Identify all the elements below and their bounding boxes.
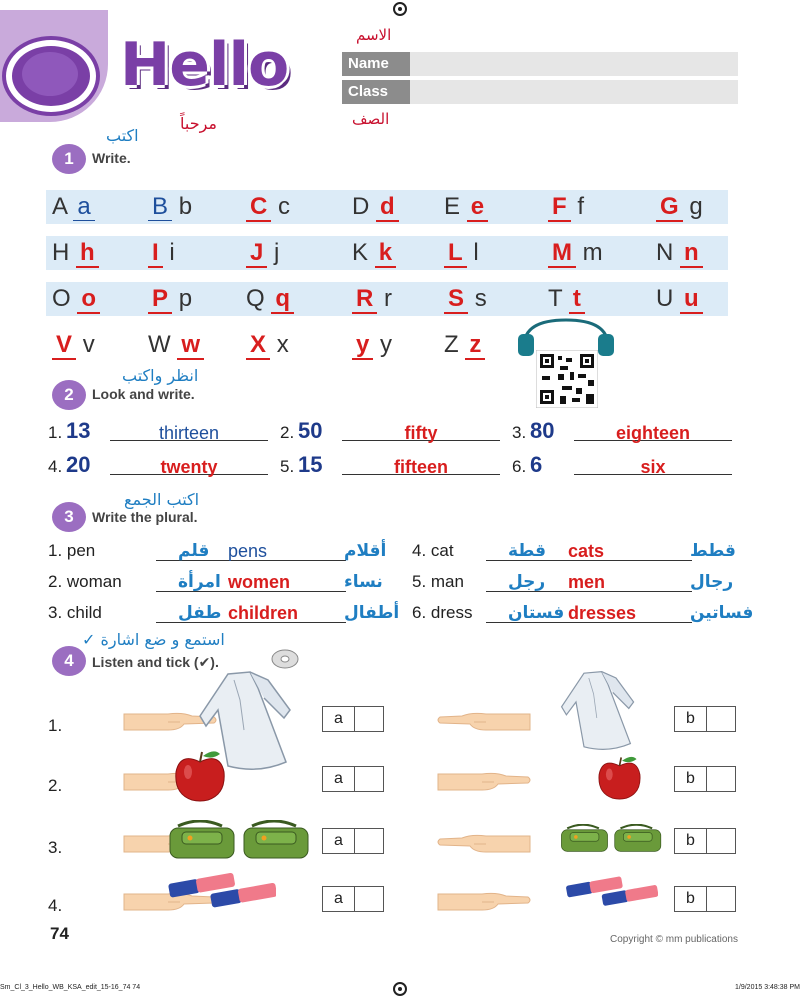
number-figure: 20 [66, 452, 91, 477]
option-letter: a [323, 767, 355, 791]
pointing-hand-icon [436, 704, 532, 741]
letter-pair [246, 190, 344, 224]
lowercase-letter[interactable]: n [680, 239, 703, 268]
lowercase-letter: v [82, 331, 95, 358]
class-label-arabic: الصف [352, 110, 390, 128]
uppercase-letter[interactable]: I [148, 239, 163, 268]
section2-number: 2 [52, 380, 86, 410]
logo-circle-icon [6, 40, 96, 112]
name-label-arabic: الاسم [356, 26, 392, 44]
uppercase-letter: Q [246, 285, 265, 312]
checkbox-area[interactable] [707, 767, 735, 791]
lowercase-letter[interactable]: q [271, 285, 294, 314]
row-index: 1. [48, 716, 63, 735]
plural-word[interactable]: men [568, 572, 606, 592]
section3-title: Write the plural. [92, 509, 198, 525]
letter-pair [548, 190, 646, 224]
uppercase-letter[interactable]: V [52, 331, 76, 360]
name-field[interactable] [410, 52, 738, 76]
letter-pair [656, 236, 754, 270]
item-index: 6. [512, 457, 527, 476]
lowercase-letter: i [169, 239, 175, 266]
section4-number: 4 [52, 646, 86, 676]
lowercase-letter: s [474, 285, 487, 312]
letter-pair [352, 236, 450, 270]
plural-arabic: أقلام [344, 541, 387, 561]
singular-arabic: رجل [508, 572, 546, 592]
name-row [342, 52, 738, 76]
registration-mark-bottom [393, 982, 407, 996]
option-letter: b [675, 707, 707, 731]
option-letter: b [675, 887, 707, 911]
letter-pair [148, 190, 246, 224]
lowercase-letter[interactable]: e [467, 193, 488, 222]
section3-title-arabic: اكتب الجمع [124, 490, 200, 509]
lowercase-letter: r [384, 285, 393, 312]
lowercase-letter: a [73, 193, 94, 221]
letter-pair [52, 328, 150, 362]
listen-row [48, 820, 748, 880]
listen-row [48, 758, 748, 818]
uppercase-letter: Z [444, 331, 459, 358]
number-figure: 50 [298, 418, 323, 443]
uppercase-letter[interactable]: J [246, 239, 267, 268]
letter-pair [656, 282, 754, 316]
class-row [342, 80, 738, 104]
section4-title-arabic: استمع و ضع اشارة ✓ [82, 630, 225, 649]
class-label: Class [342, 80, 410, 104]
lowercase-letter: y [380, 331, 393, 358]
tick-box-b[interactable] [674, 766, 736, 792]
row-index: 2. [48, 776, 63, 795]
uppercase-letter: D [352, 193, 370, 220]
uppercase-letter: A [52, 193, 67, 220]
letter-pair [246, 236, 344, 270]
plural-arabic: نساء [344, 572, 383, 592]
tick-box-b[interactable] [674, 706, 736, 732]
qr-code-icon [536, 350, 598, 408]
section1-title: Write. [92, 150, 131, 166]
checkbox-area[interactable] [707, 887, 735, 911]
item-index: 2. [280, 423, 295, 442]
singular-word: 1. pen [48, 541, 96, 560]
number-figure: 80 [530, 418, 555, 443]
alphabet-row [52, 282, 742, 316]
number-item [512, 452, 740, 482]
singular-arabic: طفل [178, 603, 222, 623]
tick-box-b[interactable] [674, 886, 736, 912]
tick-box-b[interactable] [674, 828, 736, 854]
apple-picture-b [594, 754, 645, 807]
singular-arabic: قطة [508, 541, 547, 561]
plural-arabic: قطط [690, 541, 736, 561]
tick-box-a[interactable] [322, 828, 384, 854]
tick-box-a[interactable] [322, 706, 384, 732]
singular-word: 2. woman [48, 572, 122, 591]
uppercase-letter[interactable]: F [548, 193, 571, 222]
letter-pair [148, 236, 246, 270]
option-letter: a [323, 829, 355, 853]
checkbox-area[interactable] [355, 887, 383, 911]
listen-row [48, 878, 748, 938]
listen-row [48, 698, 748, 758]
pointing-hand-icon [436, 884, 532, 921]
section1-number: 1 [52, 144, 86, 174]
tick-box-a[interactable] [322, 886, 384, 912]
plural-item [48, 536, 388, 566]
singular-arabic: قلم [178, 541, 210, 561]
number-word[interactable]: six [640, 457, 666, 477]
title-arabic: مرحباً [180, 114, 217, 133]
apple-picture-a [170, 748, 230, 809]
class-field[interactable] [410, 80, 738, 104]
letter-pair [52, 282, 150, 316]
uppercase-letter: K [352, 239, 369, 266]
plural-word[interactable]: children [228, 603, 299, 623]
number-item [512, 418, 740, 448]
singular-word: 3. child [48, 603, 102, 622]
letter-pair [52, 190, 150, 224]
letter-pair [148, 328, 246, 362]
checkbox-area[interactable] [355, 707, 383, 731]
lowercase-letter: g [689, 193, 703, 220]
number-word[interactable]: fifteen [394, 457, 448, 477]
plural-item [412, 536, 752, 566]
item-index: 4. [48, 457, 63, 476]
number-item [280, 452, 508, 482]
singular-word: 5. man [412, 572, 464, 591]
lowercase-letter[interactable]: u [680, 285, 703, 314]
singular-word: 4. cat [412, 541, 454, 560]
uppercase-letter: U [656, 285, 674, 312]
erasers-picture-b [564, 874, 658, 913]
dress-picture-b [560, 670, 640, 763]
registration-mark-top [393, 2, 407, 16]
section2-title-arabic: انظر واكتب [122, 366, 199, 385]
checkbox-area[interactable] [355, 829, 383, 853]
number-item [48, 452, 276, 482]
bags-picture-b [560, 824, 668, 861]
option-letter: b [675, 829, 707, 853]
lowercase-letter: m [582, 239, 603, 266]
letter-pair [444, 236, 542, 270]
singular-word: 6. dress [412, 603, 473, 622]
uppercase-letter[interactable]: M [548, 239, 576, 268]
letter-pair [52, 236, 150, 270]
lowercase-letter: f [577, 193, 585, 220]
uppercase-letter[interactable]: L [444, 239, 467, 268]
uppercase-letter: E [444, 193, 461, 220]
plural-item [48, 598, 400, 628]
checkbox-area[interactable] [707, 829, 735, 853]
number-word[interactable]: eighteen [615, 423, 690, 443]
letter-pair [148, 282, 246, 316]
uppercase-letter[interactable]: G [656, 193, 683, 222]
option-letter: a [323, 887, 355, 911]
letter-pair [246, 282, 344, 316]
uppercase-letter: B [148, 193, 172, 221]
lowercase-letter: l [473, 239, 479, 266]
letter-pair [444, 190, 542, 224]
option-letter: a [323, 707, 355, 731]
section1-title-arabic: اكتب [106, 126, 139, 145]
plural-item [412, 598, 752, 628]
uppercase-letter: T [548, 285, 563, 312]
uppercase-letter: W [148, 331, 171, 358]
file-slug: Sm_Cl_3_Hello_WB_KSA_edit_15-16_74 74 [0, 984, 141, 991]
number-word[interactable]: twenty [160, 457, 218, 477]
uppercase-letter[interactable]: P [148, 285, 172, 314]
plural-word[interactable]: women [228, 572, 291, 592]
lowercase-letter: j [274, 239, 280, 266]
cd-icon [270, 648, 300, 670]
letter-pair [246, 328, 344, 362]
row-index: 3. [48, 838, 63, 857]
number-figure: 13 [66, 418, 91, 443]
lowercase-letter: c [278, 193, 291, 220]
copyright: Copyright © mm publications [610, 934, 738, 945]
tick-box-a[interactable] [322, 766, 384, 792]
plural-word[interactable]: cats [568, 541, 605, 561]
page-number: 74 [50, 924, 69, 943]
option-letter: b [675, 767, 707, 791]
plural-item [48, 567, 388, 597]
lowercase-letter[interactable]: k [375, 239, 396, 268]
uppercase-letter[interactable]: R [352, 285, 377, 314]
plural-arabic: رجال [690, 572, 734, 592]
plural-arabic: فساتين [690, 603, 754, 623]
row-index: 4. [48, 896, 63, 915]
lowercase-letter[interactable]: w [177, 331, 204, 360]
item-index: 1. [48, 423, 63, 442]
singular-arabic: امرأة [178, 572, 221, 592]
uppercase-letter: O [52, 285, 71, 312]
letter-pair [656, 190, 754, 224]
lowercase-letter: p [178, 285, 193, 312]
number-item [280, 418, 508, 448]
lowercase-letter[interactable]: t [569, 285, 585, 314]
lowercase-letter[interactable]: h [76, 239, 99, 268]
checkbox-area[interactable] [707, 707, 735, 731]
uppercase-letter: H [52, 239, 70, 266]
lowercase-letter[interactable]: z [465, 331, 485, 360]
uppercase-letter[interactable]: S [444, 285, 468, 314]
uppercase-letter: N [656, 239, 674, 266]
plural-word: pens [228, 541, 268, 561]
plural-word[interactable]: dresses [568, 603, 637, 623]
singular-arabic: فستان [508, 603, 565, 623]
section2-title: Look and write. [92, 386, 195, 402]
letter-pair [352, 328, 450, 362]
lowercase-letter: b [178, 193, 193, 220]
bags-picture-a [168, 820, 318, 869]
uppercase-letter[interactable]: C [246, 193, 271, 222]
book-title: Hello [120, 30, 289, 100]
plural-item [412, 567, 752, 597]
alphabet-row [52, 190, 742, 224]
section3-number: 3 [52, 502, 86, 532]
uppercase-letter[interactable]: y [352, 331, 373, 360]
lowercase-letter[interactable]: o [77, 285, 100, 314]
number-word[interactable]: fifty [404, 423, 438, 443]
letter-pair [444, 282, 542, 316]
section4-title: Listen and tick (✔). [92, 654, 219, 670]
checkbox-area[interactable] [355, 767, 383, 791]
erasers-picture-a [166, 870, 276, 915]
pointing-hand-icon [436, 826, 532, 863]
lowercase-letter[interactable]: d [376, 193, 399, 222]
letter-pair [352, 282, 450, 316]
letter-pair [548, 236, 646, 270]
number-word: thirteen [158, 423, 220, 443]
lowercase-letter: x [276, 331, 289, 358]
number-item [48, 418, 276, 448]
alphabet-row [52, 328, 742, 362]
letter-pair [352, 190, 450, 224]
alphabet-row [52, 236, 742, 270]
pointing-hand-icon [436, 764, 532, 801]
letter-pair [548, 282, 646, 316]
number-figure: 6 [530, 452, 543, 477]
item-index: 5. [280, 457, 295, 476]
plural-arabic: أطفال [344, 603, 400, 623]
uppercase-letter[interactable]: X [246, 331, 270, 360]
item-index: 3. [512, 423, 527, 442]
name-label: Name [342, 52, 410, 76]
number-figure: 15 [298, 452, 323, 477]
print-date: 1/9/2015 3:48:38 PM [735, 984, 800, 991]
